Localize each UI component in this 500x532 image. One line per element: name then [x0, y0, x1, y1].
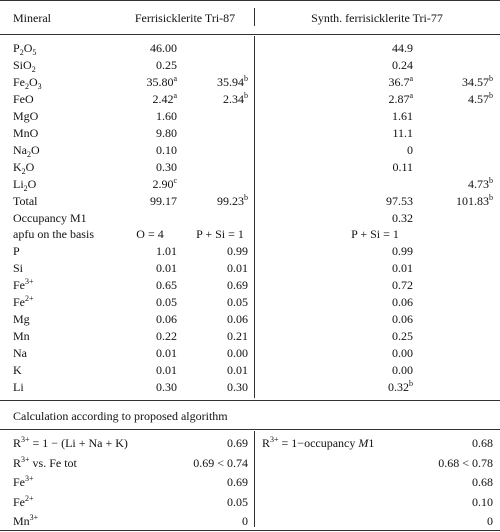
cell-b2: 34.57$^b$ [462, 74, 493, 89]
cell-b1: 0.01 [392, 261, 413, 275]
cell-a1: 2.90$^c$ [152, 176, 177, 191]
row-label: Mg [13, 312, 30, 326]
calc-label-a: $Mn^{3+}$ [13, 513, 39, 528]
cell-b1: 0.99 [392, 244, 413, 258]
row-label: Na [13, 346, 27, 360]
cell-b1: 1.61 [392, 109, 413, 123]
cell-b1: 0.00 [392, 346, 413, 360]
cell-a1: 0.25 [156, 58, 177, 72]
header-col-a: Ferrisicklerite Tri-87 [134, 11, 236, 25]
header-rule [0, 34, 500, 35]
cell-b1: 0.24 [392, 58, 413, 72]
cell-b2: 101.83$^b$ [456, 193, 493, 208]
cell-a2: 0.99 [227, 244, 248, 258]
calc-value-a: 0.69 [227, 436, 248, 450]
row-label: $K_2O$ [13, 160, 35, 176]
row-label: $Na_2O$ [13, 143, 40, 159]
cell-a1: 0.30 [156, 380, 177, 394]
cell-a2: 0.21 [227, 329, 248, 343]
calc-value-b: 0.68 [472, 475, 493, 489]
cell-a2: P + Si = 1 [196, 227, 244, 241]
row-label: $Fe^{2+}$ [13, 294, 34, 309]
section-rule-bottom [0, 429, 500, 430]
cell-b1: 0.25 [392, 329, 413, 343]
row-label: Li [13, 380, 24, 394]
cell-a1: 1.60 [156, 109, 177, 123]
cell-a1: 9.80 [156, 126, 177, 140]
cell-b1: 0.32$^b$ [388, 379, 413, 394]
header-mineral: Mineral [13, 11, 51, 25]
cell-a1: 1.01 [156, 244, 177, 258]
cell-a2: 0.69 [227, 278, 248, 292]
cell-a1: 0.01 [156, 363, 177, 377]
calc-value-b: 0.10 [472, 495, 493, 509]
cell-a1: 0.22 [156, 329, 177, 343]
cell-a1: 0.65 [156, 278, 177, 292]
cell-b1: 44.9 [392, 41, 413, 55]
calc-label-a: $Fe^{3+}$ [13, 474, 34, 489]
row-label: Total [13, 194, 38, 208]
row-label: K [13, 363, 22, 377]
column-divider-calc [254, 431, 255, 527]
cell-a2: 0.01 [227, 261, 248, 275]
calc-label-b: $R^{3+}$ = 1−occupancy M1 [262, 435, 375, 450]
calc-label-a: $Fe^{2+}$ [13, 494, 34, 509]
cell-b1: 0.06 [392, 312, 413, 326]
column-divider-upper [254, 8, 255, 26]
cell-a1: 0.01 [156, 346, 177, 360]
calc-label-a: $R^{3+} = 1 - (Li + Na + K)$ [13, 435, 128, 450]
row-label: MnO [13, 126, 39, 140]
calc-value-a: 0 [242, 514, 248, 528]
cell-b1: 36.7$^a$ [388, 74, 413, 89]
cell-a1: 99.17 [150, 194, 177, 208]
calc-value-b: 0 [487, 514, 493, 528]
cell-b1: 11.1 [392, 126, 413, 140]
cell-b1: 0.00 [392, 363, 413, 377]
cell-a2: 2.34$^b$ [223, 91, 248, 106]
row-label: $Fe_2O_3$ [13, 75, 42, 91]
cell-b1: 0.72 [392, 278, 413, 292]
cell-b1: 0.11 [392, 160, 413, 174]
row-label: $Li_2O$ [13, 177, 37, 193]
cell-a1: 0.06 [156, 312, 177, 326]
bottom-rule [0, 530, 500, 531]
cell-a2: 99.23$^b$ [217, 193, 248, 208]
cell-a2: 0.30 [227, 380, 248, 394]
cell-a2: 0.01 [227, 363, 248, 377]
cell-b1: 0 [407, 143, 413, 157]
calc-value-a: 0.69 [227, 475, 248, 489]
cell-a1: 0.01 [156, 261, 177, 275]
calc-value-b: 0.68 < 0.78 [438, 456, 493, 470]
top-rule [0, 0, 500, 1]
row-label: FeO [13, 92, 34, 106]
row-label: apfu on the basis [13, 227, 94, 241]
cell-a2: 0.00 [227, 346, 248, 360]
row-label: P [13, 244, 20, 258]
section-rule-top [0, 400, 500, 401]
row-label: SiO$_2$ [13, 58, 36, 74]
calc-value-b: 0.68 [472, 436, 493, 450]
cell-b2: 4.57$^b$ [468, 91, 493, 106]
cell-a1: O = 4 [136, 227, 164, 241]
header-col-b: Synth. ferrisicklerite Tri-77 [311, 11, 443, 25]
section-title: Calculation according to proposed algorithm [13, 409, 228, 423]
column-divider-main [254, 36, 255, 398]
cell-b1: 0.06 [392, 295, 413, 309]
cell-b1: 2.87$^a$ [388, 91, 413, 106]
cell-a2: 0.05 [227, 295, 248, 309]
cell-a1: 46.00 [150, 41, 177, 55]
cell-b1: P + Si = 1 [351, 227, 399, 241]
row-label: Si [13, 261, 24, 275]
cell-a1: 0.10 [156, 143, 177, 157]
cell-b1: 0.32 [392, 211, 413, 225]
cell-a1: 0.30 [156, 160, 177, 174]
calc-value-a: 0.69 < 0.74 [193, 456, 248, 470]
row-label: Mn [13, 329, 30, 343]
calc-value-a: 0.05 [227, 495, 248, 509]
cell-a2: 0.06 [227, 312, 248, 326]
row-label: Occupancy M1 [13, 211, 87, 225]
cell-a1: 35.80$^a$ [146, 74, 177, 89]
cell-a1: 0.05 [156, 295, 177, 309]
cell-b1: 97.53 [386, 194, 413, 208]
row-label: $Fe^{3+}$ [13, 277, 34, 292]
cell-a2: 35.94$^b$ [217, 74, 248, 89]
cell-b2: 4.73$^b$ [468, 176, 493, 191]
row-label: MgO [13, 109, 39, 123]
cell-a1: 2.42$^a$ [152, 91, 177, 106]
calc-label-a: $R^{3+}$ vs. Fe tot [13, 455, 77, 470]
row-label: $P_2O_5$ [13, 41, 37, 57]
